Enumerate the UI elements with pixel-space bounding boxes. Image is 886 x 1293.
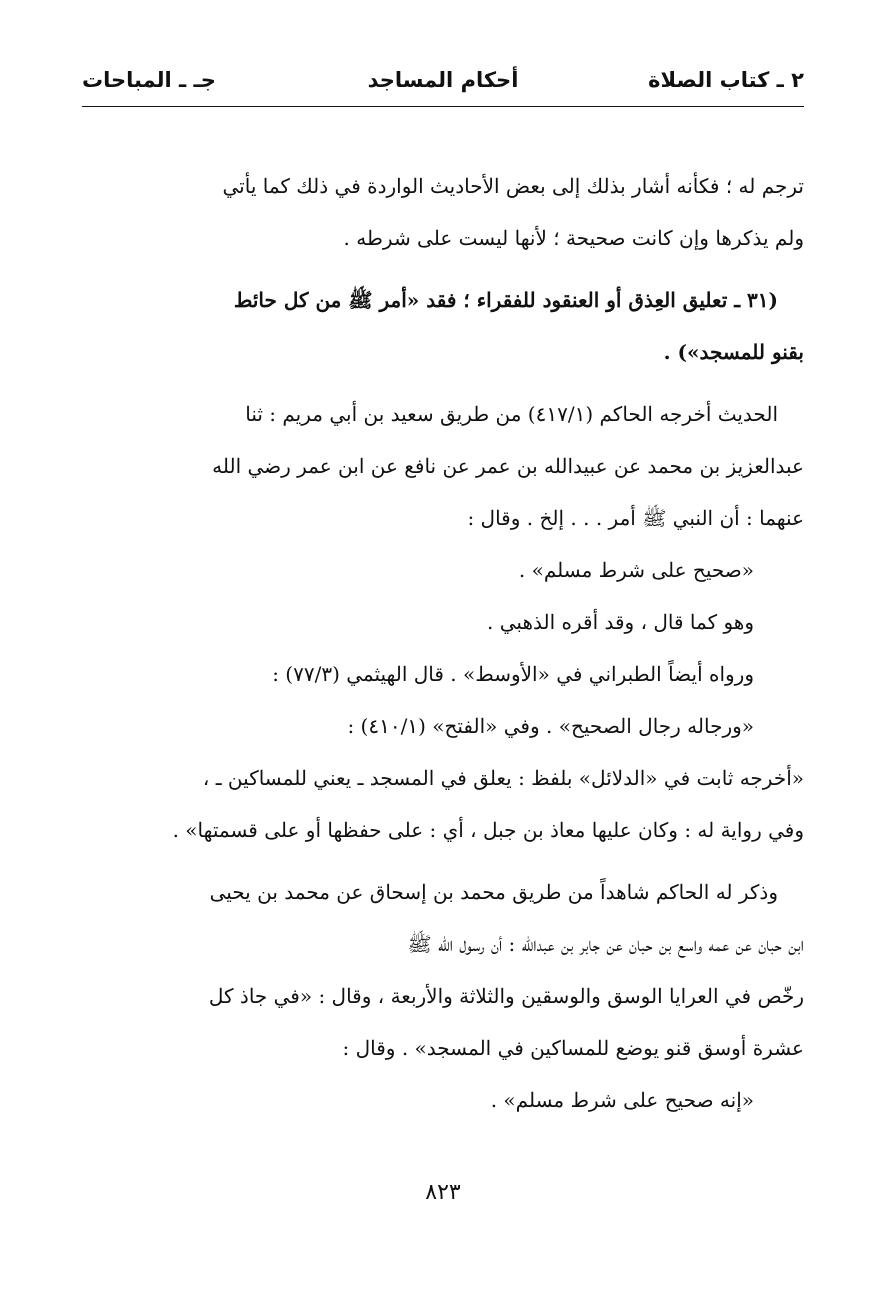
page-number: ٨٢٣ (425, 1180, 461, 1205)
running-header (82, 62, 804, 102)
quote-line: «صحيح على شرط مسلم» . (518, 558, 754, 582)
quote-line: وفي رواية له : وكان عليها معاذ بن جبل ، أي : على حفظها أو على قسمتها» . (172, 818, 804, 842)
text-line: رخّص في العرايا الوسق والوسقين والثلاثة والأربعة ، وقال : «في جاذ كل (208, 984, 804, 1008)
text-line: عشرة أوسق قنو يوضع للمساكين في المسجد» . وقال : (342, 1036, 804, 1060)
issue-heading-line: (٣١ ـ تعليق العِذق أو العنقود للفقراء ؛ فقد «أمر ﷺ من كل حائط (233, 288, 778, 312)
issue-heading-line: بقنو للمسجد») . (663, 340, 804, 364)
quote-line: «ورجاله رجال الصحيح» . وفي «الفتح» (٤١٠/١) : (347, 714, 754, 738)
text-line: ابن حبان عن عمه واسع بن حبان عن جابر بن عبدالله : أن رسول الله ﷺ (407, 932, 804, 956)
text-line: وهو كما قال ، وقد أقره الذهبي . (487, 610, 754, 634)
quote-line: «إنه صحيح على شرط مسلم» . (490, 1088, 754, 1112)
text-line: ترجم له ؛ فكأنه أشار بذلك إلى بعض الأحاديث الواردة في ذلك كما يأتي (222, 174, 804, 198)
text-line: الحديث أخرجه الحاكم (٤١٧/١) من طريق سعيد بن أبي مريم : ثنا (245, 402, 778, 426)
page-body (82, 160, 804, 1126)
text-line: عنهما : أن النبي ﷺ أمر . . . إلخ . وقال : (467, 506, 804, 530)
header-section: جـ ـ المباحات (82, 68, 216, 92)
text-line: وذكر له الحاكم شاهداً من طريق محمد بن إسحاق عن محمد بن يحيى (209, 880, 778, 904)
quote-line: «أخرجه ثابت في «الدلائل» بلفظ : يعلق في المسجد ـ يعني للمساكين ـ ، (202, 766, 804, 790)
text-line: عبدالعزيز بن محمد عن عبيدالله بن عمر عن نافع عن ابن عمر رضي الله (212, 454, 804, 478)
text-line: ولم يذكرها وإن كانت صحيحة ؛ لأنها ليست على شرطه . (343, 226, 804, 250)
header-chapter: ٢ ـ كتاب الصلاة (648, 68, 804, 92)
text-line: ورواه أيضاً الطبراني في «الأوسط» . قال الهيثمي (٧٧/٣) : (272, 662, 754, 686)
header-title: أحكام المساجد (367, 68, 519, 92)
header-rule (82, 106, 804, 107)
